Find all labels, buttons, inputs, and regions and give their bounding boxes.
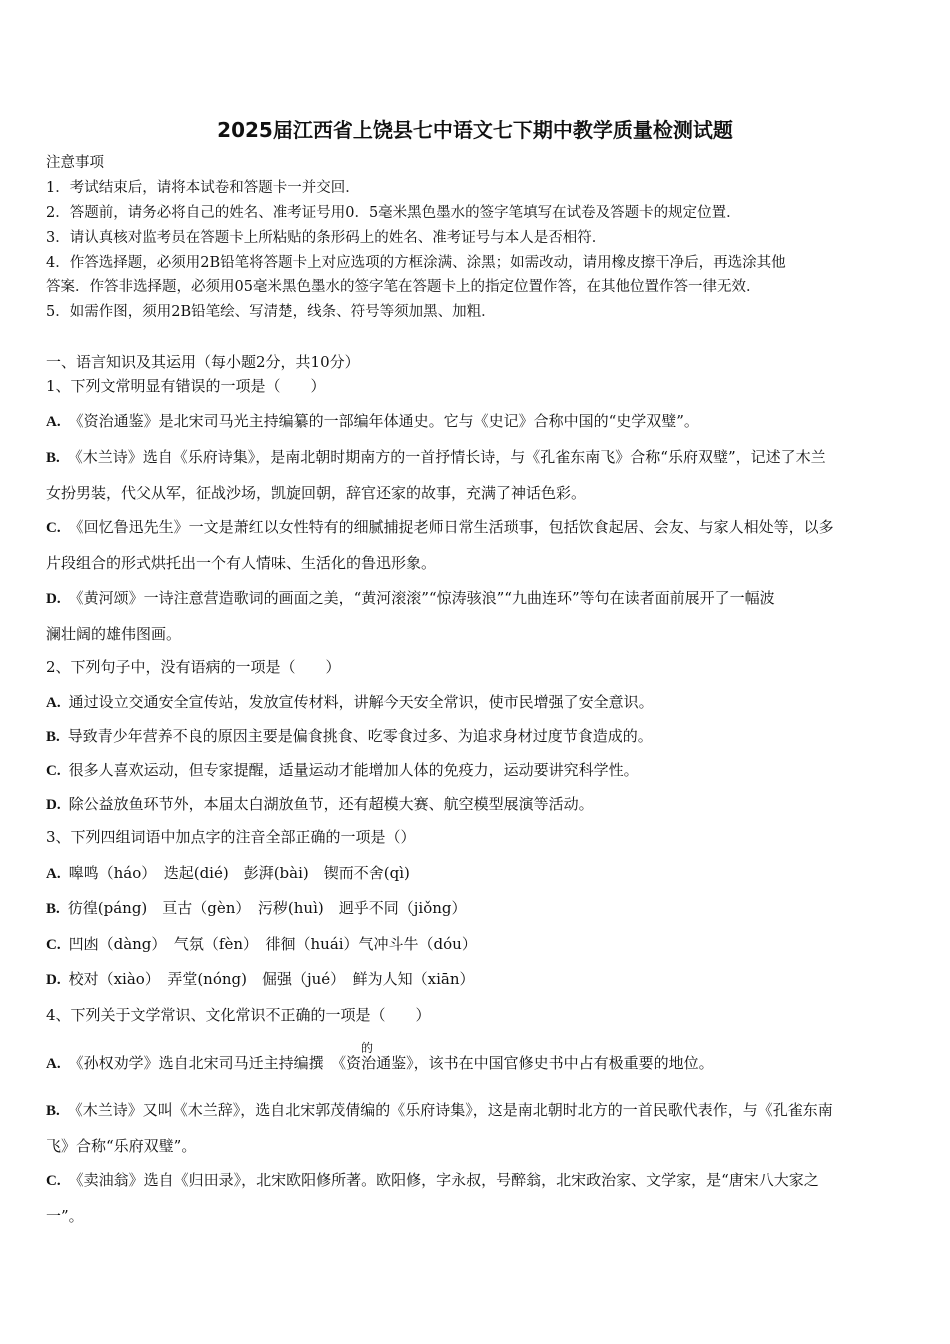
option-label: A.	[46, 414, 61, 430]
option-text: 《资治通鉴》是北宋司马光主持编纂的一部编年体通史。它与《史记》合称中国的“史学双璧”。	[68, 412, 699, 430]
option-label: A.	[46, 695, 61, 711]
option-label: D.	[46, 972, 61, 988]
option-text: 彷徨(páng) 亘古（gèn） 污秽(huì) 迥乎不同（jiǒng）	[67, 899, 467, 917]
q2-option-c	[46, 760, 639, 781]
notice-item: 4．作答选择题，必须用2B铅笔将答题卡上对应选项的方框涂满、涂黑；如需改动，请用橡皮擦干净后，再选涂其他	[46, 255, 786, 271]
q4-option-c	[46, 1170, 819, 1191]
q4-option-a	[46, 1053, 714, 1074]
option-label: C.	[46, 520, 61, 536]
option-label: D.	[46, 591, 61, 607]
q4-option-b	[46, 1100, 833, 1121]
q1-option-d-cont: 澜壮阔的雄伟图画。	[46, 625, 182, 643]
notice-item: 答案．作答非选择题，必须用05毫米黑色墨水的签字笔在答题卡上的指定位置作答，在其他位置作答一律无效．	[46, 279, 761, 295]
option-text: 凹凼（dàng） 气氛（fèn） 徘徊（huái）气冲斗牛（dóu）	[68, 935, 477, 953]
option-text: 很多人喜欢运动，但专家提醒，适量运动才能增加人体的免疫力，运动要讲究科学性。	[68, 761, 639, 779]
notice-item: 2．答题前，请务必将自己的姓名、准考证号用0．5毫米黑色墨水的签字笔填写在试卷及答题卡的规定位置．	[46, 205, 741, 221]
option-label: B.	[46, 901, 60, 917]
option-label: D.	[46, 797, 61, 813]
option-text: 除公益放鱼环节外，本届太白湖放鱼节，还有超模大赛、航空模型展演等活动。	[68, 795, 594, 813]
option-text: 《孙权劝学》选自北宋司马迁主持编撰 《资治通鉴》，该书在中国官修史书中占有极重要的地位。	[68, 1054, 714, 1072]
option-label: B.	[46, 729, 60, 745]
q2-option-d	[46, 794, 594, 815]
page-title: 2025届江西省上饶县七中语文七下期中教学质量检测试题	[217, 118, 733, 142]
option-label: C.	[46, 937, 61, 953]
q3-option-d	[46, 969, 475, 990]
question-4-stem: 4、下列关于文学常识、文化常识不正确的一项是（ ）	[46, 1006, 431, 1024]
q3-option-c	[46, 934, 477, 955]
option-label: C.	[46, 763, 61, 779]
superscript-char: 的	[361, 1041, 374, 1055]
option-text: 校对（xiào） 弄堂(nóng) 倔强（jué） 鲜为人知（xiān）	[68, 970, 475, 988]
q1-option-d	[46, 588, 775, 609]
question-1-stem: 1、下列文常明显有错误的一项是（ ）	[46, 377, 326, 395]
option-text: 《木兰诗》选自《乐府诗集》，是南北朝时期南方的一首抒情长诗，与《孔雀东南飞》合称“乐府双璧”，记述了木兰	[67, 448, 826, 466]
notice-heading: 注意事项	[46, 155, 104, 171]
notice-item: 5．如需作图，须用2B铅笔绘、写清楚，线条、符号等须加黑、加粗．	[46, 304, 496, 320]
q2-option-a	[46, 692, 654, 713]
q1-option-b-cont: 女扮男装，代父从军，征战沙场，凯旋回朝，辞官还家的故事，充满了神话色彩。	[46, 484, 587, 502]
q3-option-a	[46, 863, 410, 884]
section-heading: 一、语言知识及其运用（每小题2分，共10分）	[46, 353, 360, 371]
q2-option-b	[46, 726, 653, 747]
option-label: C.	[46, 1173, 61, 1189]
option-text: 《卖油翁》选自《归田录》，北宋欧阳修所著。欧阳修，字永叔，号醉翁，北宋政治家、文学家，是“唐宋八大家之	[68, 1171, 819, 1189]
option-text: 《黄河颂》一诗注意营造歌词的画面之美，“黄河滚滚”“惊涛骇浪”“九曲连环”等句在读者面前展开了一幅波	[68, 589, 775, 607]
option-text: 嗥鸣（háo） 迭起(dié) 彭湃(bài) 锲而不舍(qì)	[68, 864, 410, 882]
option-text: 《木兰诗》又叫《木兰辞》，选自北宋郭茂倩编的《乐府诗集》，这是南北朝时北方的一首民歌代表作，与《孔雀东南	[67, 1101, 833, 1119]
option-label: B.	[46, 1103, 60, 1119]
option-label: A.	[46, 866, 61, 882]
option-text: 通过设立交通安全宣传站，发放宣传材料，讲解今天安全常识，使市民增强了安全意识。	[68, 693, 654, 711]
option-label: B.	[46, 450, 60, 466]
notice-item: 3．请认真核对监考员在答题卡上所粘贴的条形码上的姓名、准考证号与本人是否相符．	[46, 230, 607, 246]
q1-option-a	[46, 411, 699, 432]
option-text: 《回忆鲁迅先生》一文是萧红以女性特有的细腻捕捉老师日常生活琐事，包括饮食起居、会友、与家人相处等，以多	[68, 518, 834, 536]
q1-option-c	[46, 517, 834, 538]
question-2-stem: 2、下列句子中，没有语病的一项是（ ）	[46, 658, 341, 676]
q4-option-c-cont: 一”。	[46, 1207, 84, 1225]
question-3-stem: 3、下列四组词语中加点字的注音全部正确的一项是（）	[46, 828, 416, 846]
q4-option-b-cont: 飞》合称“乐府双璧”。	[46, 1137, 197, 1155]
q1-option-c-cont: 片段组合的形式烘托出一个有人情味、生活化的鲁迅形象。	[46, 554, 437, 572]
q3-option-b	[46, 898, 466, 919]
option-text: 导致青少年营养不良的原因主要是偏食挑食、吃零食过多、为追求身材过度节食造成的。	[67, 727, 653, 745]
q1-option-b	[46, 447, 826, 468]
option-label: A.	[46, 1056, 61, 1072]
notice-item: 1．考试结束后，请将本试卷和答题卡一并交回．	[46, 180, 360, 196]
